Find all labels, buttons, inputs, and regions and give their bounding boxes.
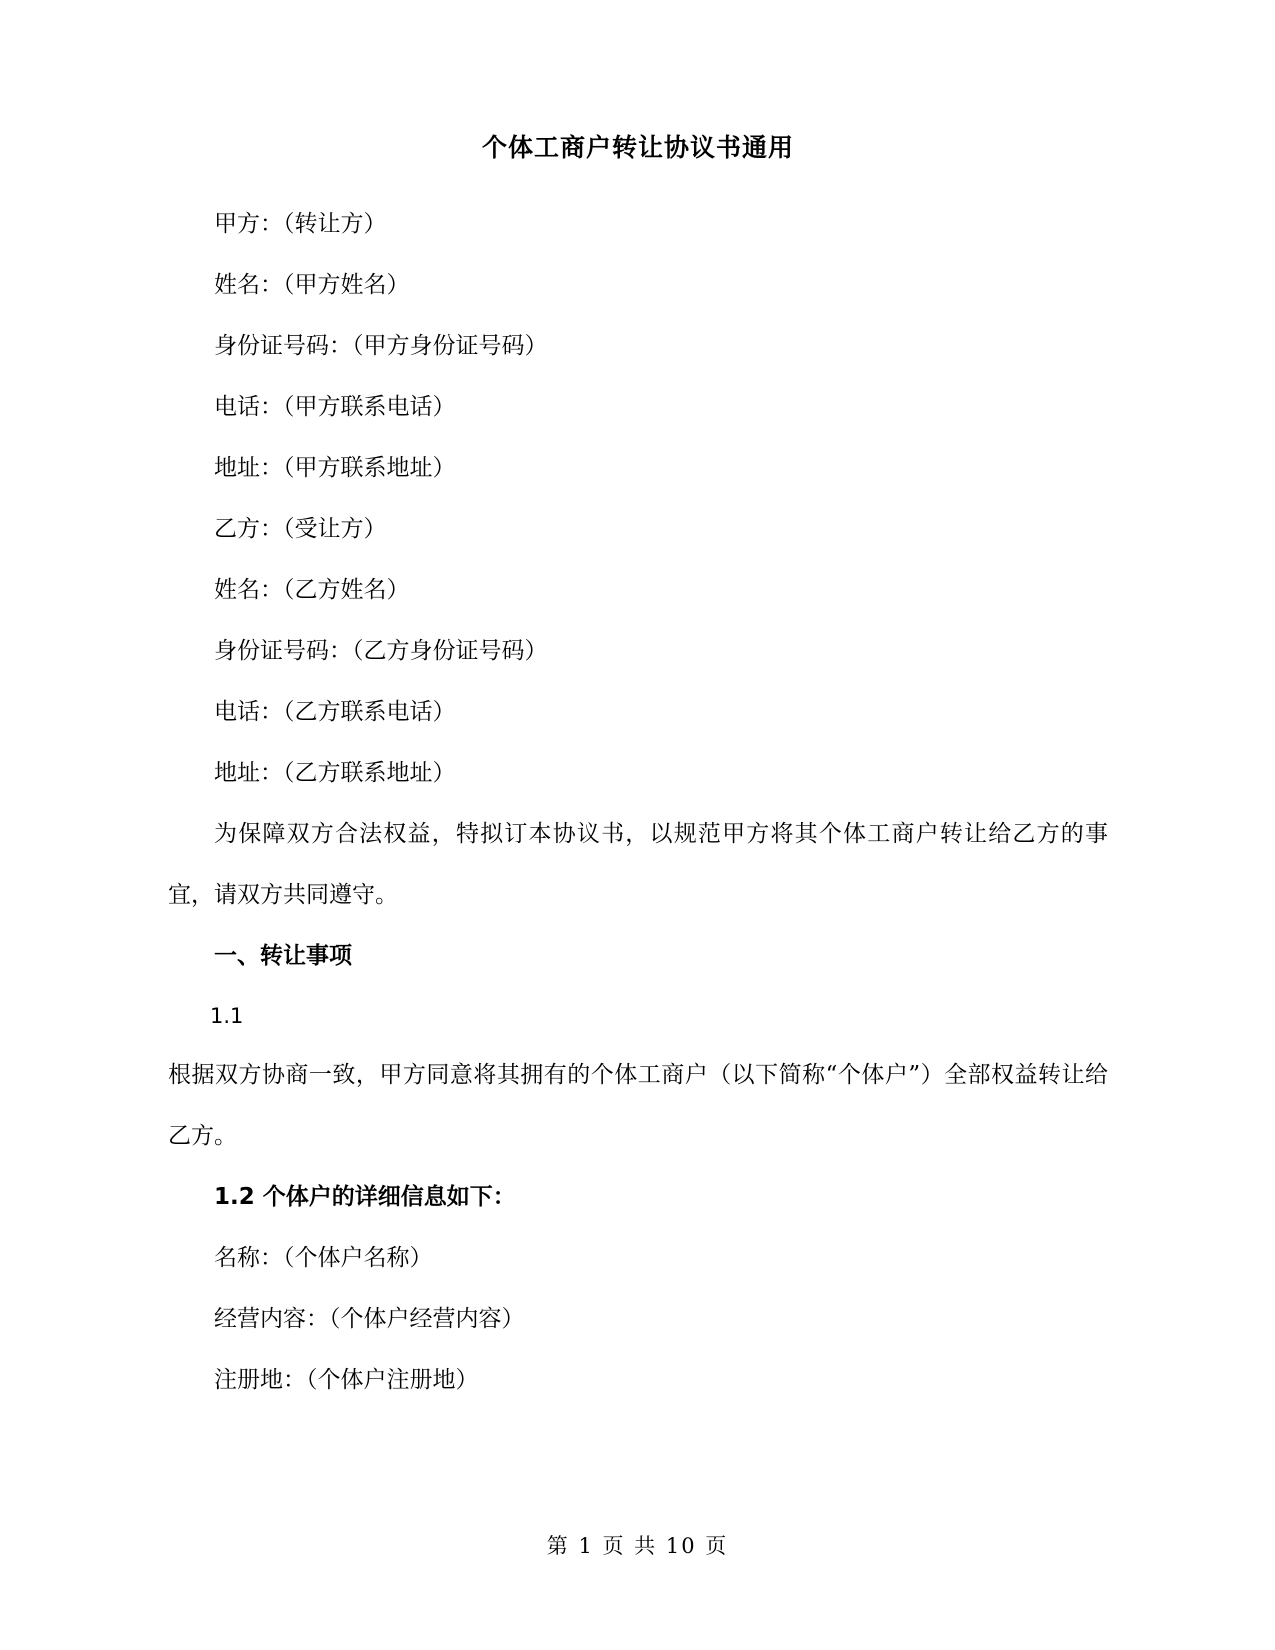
preamble-paragraph: 为保障双方合法权益，特拟订本协议书，以规范甲方将其个体工商户转让给乙方的事宜，请双方共同遵守。 [168, 821, 1108, 908]
party-line-jiafang-name: 姓名：（甲方姓名） [214, 272, 410, 298]
party-line-jiafang-address: 地址：（甲方联系地址） [214, 455, 456, 481]
page-title: 个体工商户转让协议书通用 [481, 133, 794, 162]
clause-1-1-text: 根据双方协商一致，甲方同意将其拥有的个体工商户（以下简称“个体户”）全部权益转让给乙方。 [168, 1062, 1108, 1149]
section-heading-transfer-matters: 一、转让事项 [214, 943, 352, 969]
party-line-yifang-phone: 电话：（乙方联系电话） [214, 699, 456, 725]
document-body [168, 128, 1108, 1411]
business-info-registration: 注册地：（个体户注册地） [214, 1367, 479, 1393]
clause-1-1-number: 1.1 [210, 1004, 244, 1028]
party-line-yifang-name: 姓名：（乙方姓名） [214, 577, 410, 603]
party-line-jiafang-phone: 电话：（甲方联系电话） [214, 394, 456, 420]
party-line-jiafang: 甲方：（转让方） [214, 211, 387, 237]
business-info-name: 名称：（个体户名称） [214, 1245, 433, 1271]
party-line-jiafang-id: 身份证号码：（甲方身份证号码） [214, 333, 548, 359]
business-info-scope: 经营内容：（个体户经营内容） [214, 1306, 525, 1332]
party-line-yifang: 乙方：（受让方） [214, 516, 387, 542]
party-line-yifang-address: 地址：（乙方联系地址） [214, 760, 456, 786]
clause-1-2-heading: 1.2 个体户的详细信息如下： [214, 1184, 516, 1210]
party-line-yifang-id: 身份证号码：（乙方身份证号码） [214, 638, 548, 664]
page-footer: 第 1 页 共 10 页 [546, 1534, 729, 1558]
